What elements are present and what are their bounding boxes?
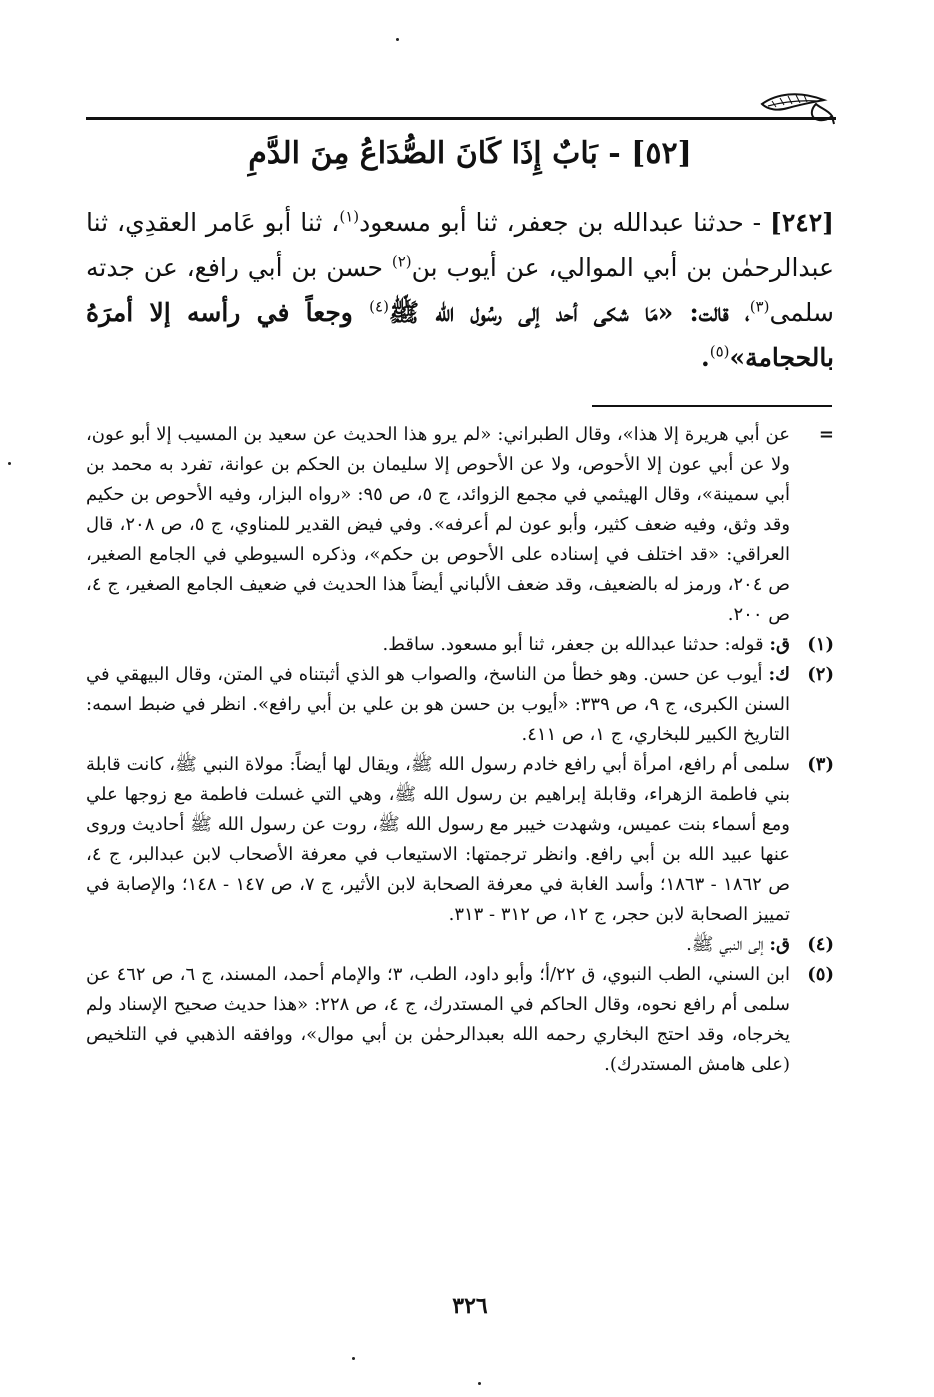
footnote-text: عن أبي هريرة إلا هذا»، وقال الطبراني: «لم يرو هذا الحديث عن سعيد بن المسيب إلا أبو عون، ولا عن أبي عون إلا الأحوص، ولا عن الأحوص إلا سليمان بن الحكم بن عوانة، تفرد به محمد بن أبي سمينة»، وقال الهيثمي في مجمع الزوائد، ج ٥، ص ٩٥: «رواه البزار، وفيه الأحوص بن حكيم وقد وثق، وفيه ضعف كثير، وأبو عون لم أعرفه». وفي فيض القدير للمناوي، ج ٥، ص ٢٠٨، قال العراقي: «قد اختلف في إسناده على الأحوص بن حكم»، وذكره السيوطي في الجامع الصغير، ص ٢٠٤، ورمز له بالضعيف، وقد ضعف الألباني أيضاً هذا الحديث في ضعيف الجامع الصغير، ج ٤، ص ٢٠٠. [86,424,791,625]
scan-speck [396,38,399,41]
scan-speck [478,1382,481,1385]
isnad-part-4: ، قالت: [673,298,750,327]
isnad-part-1: - حدثنا عبدالله بن جعفر، ثنا أبو مسعود [359,208,762,237]
footnote-ref-5[interactable]: (٥) [709,342,730,361]
footnote-sigla: ك: [768,664,790,685]
scan-speck [352,1357,355,1360]
isnad-part-2: ، ثنا أبو عَامر العقدِي، ثنا عبدالرحمٰن بن أبي الموالي، عن أيوب بن [86,208,834,282]
footnote-ref-3[interactable]: (٣) [749,297,770,316]
footnote-marker: = [818,424,834,445]
footnote-text: إلى النبي ﷺ. [686,934,770,955]
footnote-ref-4[interactable]: (٤) [369,297,389,316]
matn-part-1: «مَا شكى أحد إلى رسُول الله ﷺ [388,298,674,327]
chapter-title: [٥٢] - بَابٌ إِذَا كَانَ الصُّدَاعُ مِنَ الدَّمِ [248,136,692,171]
footnote-continuation [86,420,834,630]
footnotes [86,420,834,1080]
hadith-text [86,200,834,380]
footnote-text: ابن السني، الطب النبوي، ق ٢٢/أ؛ وأبو داود، الطب، ٣؛ والإمام أحمد، المسند، ج ٦، ص ٤٦٢ عن سلمى أم رافع نحوه، وقال الحاكم في المستدرك، ج ٤، ص ٢٢٨: «هذا حديث صحيح الإسناد ولم يخرجاه، وقد احتج البخاري رحمه الله بعبدالرحمٰن بن أبي موال»، ووافقه الذهبي في التلخيص (على هامش المستدرك). [86,964,791,1075]
footnote-sigla: ق: [769,934,790,955]
footnote-marker: (٢) [807,664,834,685]
footnote-1 [86,630,834,660]
scan-speck [8,462,11,465]
footnote-text: قوله: حدثنا عبدالله بن جعفر، ثنا أبو مسعود. ساقط. [382,634,770,655]
quill-hand-icon [758,86,836,126]
footnote-sigla: ق: [769,634,790,655]
header-rule [86,117,836,120]
footnote-marker: (٣) [807,754,834,775]
footnote-marker: (٤) [807,934,834,955]
footnote-separator [592,405,832,407]
footnote-5 [86,960,834,1080]
hadith-number: [٢٤٢] [770,208,835,237]
footnote-ref-2[interactable]: (٢) [391,252,412,271]
matn-part-2: وجعاً في رأسه إلا أمرَهُ بالحجامة» [86,298,834,372]
page-number: ٣٢٦ [452,1293,488,1319]
footnote-marker: (٥) [807,964,834,985]
footnote-text: سلمى أم رافع، امرأة أبي رافع خادم رسول الله ﷺ، ويقال لها أيضاً: مولاة النبي ﷺ، كانت قابلة بني فاطمة الزهراء، وقابلة إبراهيم بن رسول الله ﷺ، وهي التي غسلت فاطمة مع زوجها علي ومع أسماء بنت عميس، وشهدت خيبر مع رسول الله ﷺ، روت عن رسول الله ﷺ أحاديث وروى عنها عبيد الله بن أبي رافع. وانظر ترجمتها: الاستيعاب في معرفة الأصحاب لابن عبدالبر، ج ٤، ص ١٨٦٢ - ١٨٦٣؛ وأسد الغابة في معرفة الصحابة لابن الأثير، ج ٧، ص ١٤٧ - ١٤٨؛ والإصابة في تمييز الصحابة لابن حجر، ج ١٢، ص ٣١٢ - ٣١٣. [86,754,791,925]
hadith-end: . [700,343,710,372]
footnote-ref-1[interactable]: (١) [339,207,360,226]
footnote-3 [86,750,834,930]
isnad-part-3: حسن بن أبي رافع، عن جدته سلمى [86,253,834,327]
footnote-text: أيوب عن حسن. وهو خطأ من الناسخ، والصواب هو الذي أثبتناه في المتن، وقال البيهقي في السنن الكبرى، ج ٩، ص ٣٣٩: «أيوب بن حسن هو بن علي بن أبي رافع». انظر في ضبط اسمه: التاريخ الكبير للبخاري، ج ١، ص ٤١١. [86,664,791,745]
footnote-2 [86,660,834,750]
footnote-marker: (١) [807,634,834,655]
footnote-4 [86,930,834,960]
